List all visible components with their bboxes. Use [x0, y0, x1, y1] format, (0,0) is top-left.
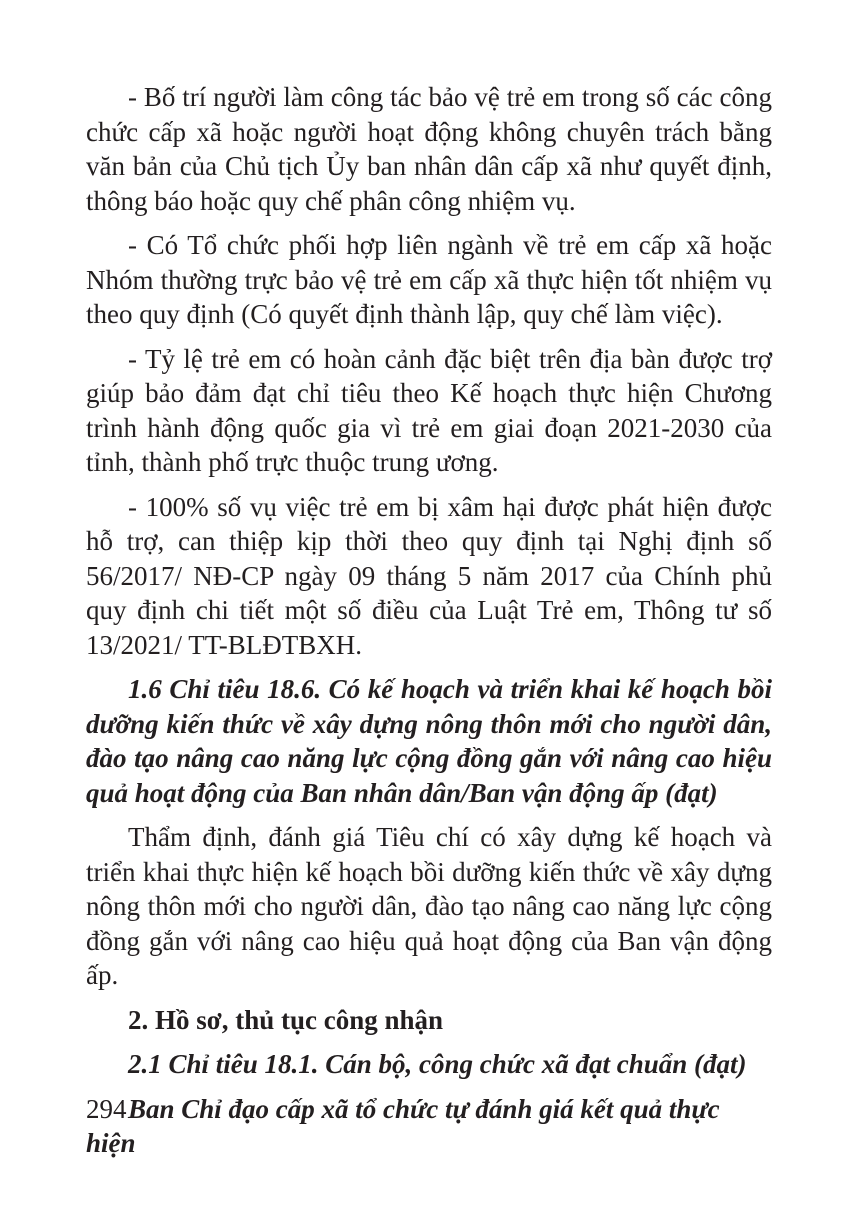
- paragraph-interagency-group: - Có Tổ chức phối hợp liên ngành về trẻ em cấp xã hoặc Nhóm thường trực bảo vệ trẻ em cấp xã thực hiện tốt nhiệm vụ theo quy định (Có quyết định thành lập, quy chế làm việc).: [86, 230, 772, 329]
- paragraph-staff-assignment: - Bố trí người làm công tác bảo vệ trẻ em trong số các công chức cấp xã hoặc người hoạt động không chuyên trách bằng văn bản của Chủ tịch Ủy ban nhân dân cấp xã như quyết định, thông báo hoặc quy chế phân công nhiệm vụ.: [86, 82, 772, 216]
- heading-criterion-18-6: 1.6 Chỉ tiêu 18.6. Có kế hoạch và triển khai kế hoạch bồi dưỡng kiến thức về xây dựng nông thôn mới cho người dân, đào tạo nâng cao năng lực cộng đồng gắn với nâng cao hiệu quả hoạt động của Ban nhân dân/Ban vận động ấp (đạt): [86, 674, 772, 808]
- paragraph-appraisal: Thẩm định, đánh giá Tiêu chí có xây dựng kế hoạch và triển khai thực hiện kế hoạch bồi dưỡng kiến thức về xây dựng nông thôn mới cho người dân, đào tạo nâng cao năng lực cộng đồng gắn với nâng cao hiệu quả hoạt động của Ban vận động ấp.: [86, 822, 772, 990]
- heading-criterion-18-1: 2.1 Chỉ tiêu 18.1. Cán bộ, công chức xã đạt chuẩn (đạt): [128, 1049, 747, 1079]
- paragraph-abuse-cases: - 100% số vụ việc trẻ em bị xâm hại được phát hiện được hỗ trợ, can thiệp kịp thời theo quy định tại Nghị định số 56/2017/ NĐ-CP ngày 09 tháng 5 năm 2017 của Chính phủ quy định chi tiết một số điều của Luật Trẻ em, Thông tư số 13/2021/ TT-BLĐTBXH.: [86, 491, 772, 660]
- page-number: 294: [86, 1094, 127, 1124]
- paragraph-special-children-support: - Tỷ lệ trẻ em có hoàn cảnh đặc biệt trên địa bàn được trợ giúp bảo đảm đạt chỉ tiêu theo Kế hoạch thực hiện Chương trình hành động quốc gia vì trẻ em giai đoạn 2021-2030 của tỉnh, thành phố trực thuộc trung ương.: [86, 343, 772, 477]
- section-heading-records: 2. Hồ sơ, thủ tục công nhận: [128, 1004, 444, 1035]
- page-content: [86, 80, 772, 1171]
- heading-steering-committee: Ban Chỉ đạo cấp xã tổ chức tự đánh giá kết quả thực hiện: [86, 1093, 720, 1158]
